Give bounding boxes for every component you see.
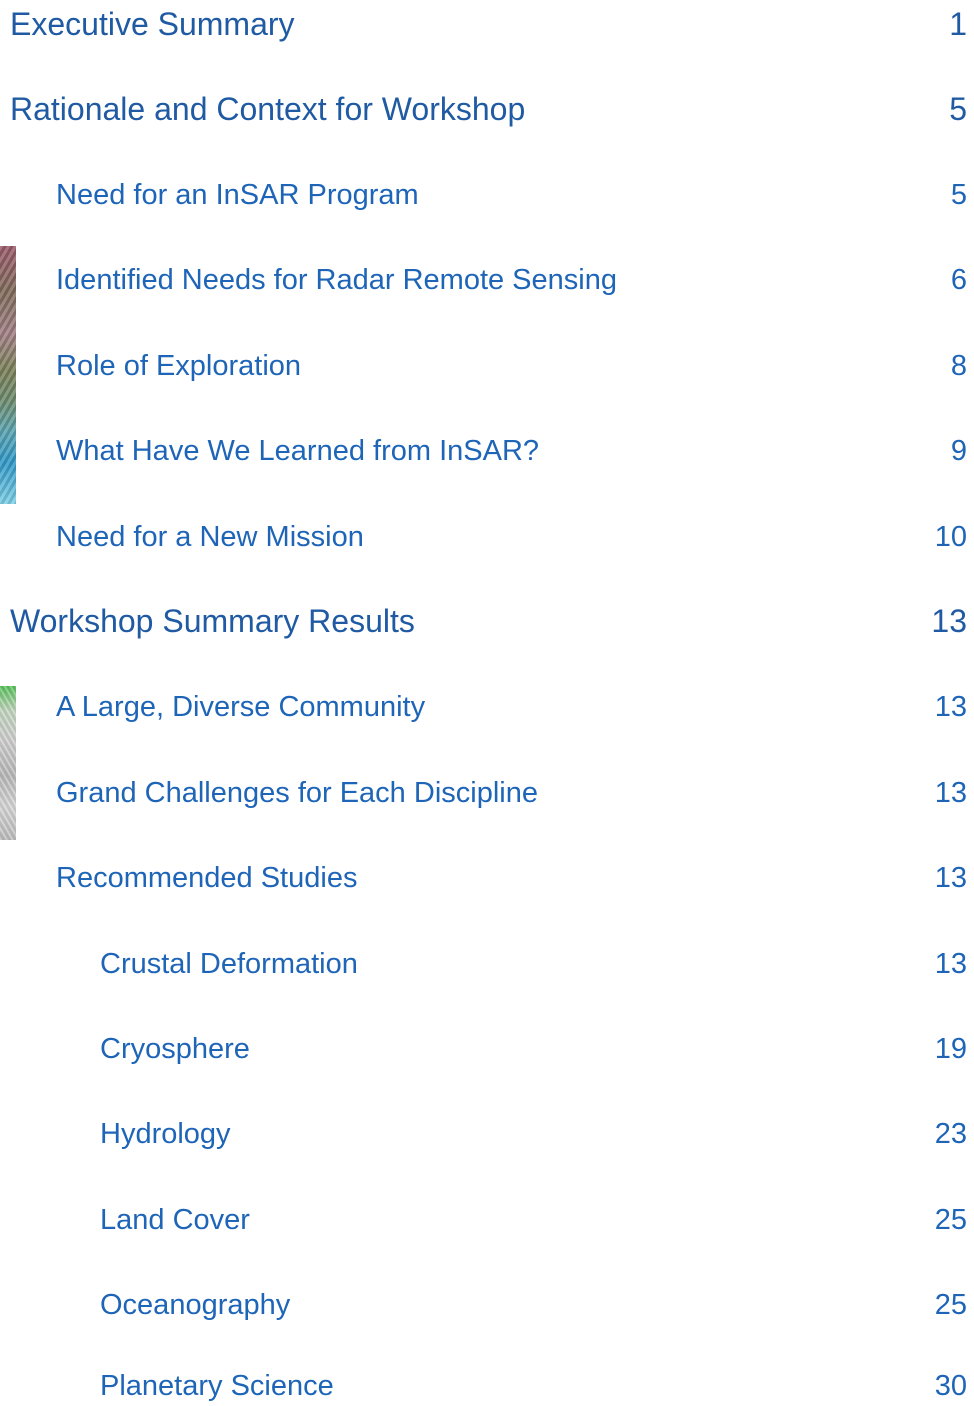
toc-entry-title: Rationale and Context for Workshop: [10, 90, 526, 127]
toc-entry-workshop-summary-results[interactable]: [0, 597, 974, 645]
toc-entry-role-of-exploration[interactable]: [0, 342, 974, 390]
toc-entry-title: Oceanography: [100, 1288, 291, 1321]
toc-entry-page: 23: [934, 1117, 967, 1150]
toc-entry-executive-summary[interactable]: [0, 0, 974, 48]
toc-entry-planetary-science[interactable]: [0, 1366, 974, 1406]
toc-entry-page: 25: [934, 1203, 967, 1236]
toc-entry-title: Cryosphere: [100, 1032, 250, 1065]
toc-entry-title: Identified Needs for Radar Remote Sensing: [56, 263, 617, 296]
toc-entry-need-new-mission[interactable]: [0, 513, 974, 561]
toc-entry-page: 13: [931, 602, 967, 639]
toc-entry-title: Recommended Studies: [56, 861, 358, 894]
toc-entry-identified-needs[interactable]: [0, 256, 974, 304]
toc-entry-page: 19: [934, 1032, 967, 1065]
toc-entry-title: A Large, Diverse Community: [56, 690, 426, 723]
toc-entry-page: 5: [950, 178, 967, 211]
toc-entry-hydrology[interactable]: [0, 1110, 974, 1158]
toc-entry-page: 9: [950, 434, 967, 467]
toc-entry-oceanography[interactable]: [0, 1281, 974, 1329]
toc-entry-rationale-and-context[interactable]: [0, 85, 974, 133]
toc-entry-large-diverse-community[interactable]: [0, 683, 974, 731]
toc-entry-land-cover[interactable]: [0, 1196, 974, 1244]
toc-entry-page: 25: [934, 1288, 967, 1321]
toc-entry-page: 13: [934, 690, 967, 723]
toc-entry-page: 10: [934, 520, 967, 553]
toc-entry-title: Hydrology: [100, 1117, 231, 1150]
toc-entry-title: Role of Exploration: [56, 349, 302, 382]
toc-entry-title: Workshop Summary Results: [10, 602, 415, 639]
toc-entry-title: What Have We Learned from InSAR?: [56, 434, 540, 467]
toc-entry-title: Crustal Deformation: [100, 947, 358, 980]
toc-entry-title: Grand Challenges for Each Discipline: [56, 776, 538, 809]
toc-entry-what-have-we-learned[interactable]: [0, 427, 974, 475]
toc-entry-page: 13: [934, 947, 967, 980]
toc-entry-recommended-studies[interactable]: [0, 854, 974, 902]
toc-entry-page: 6: [950, 263, 967, 296]
toc-entry-page: 30: [934, 1369, 967, 1402]
toc-entry-cryosphere[interactable]: [0, 1025, 974, 1073]
toc-entry-title: Need for a New Mission: [56, 520, 364, 553]
toc-entry-title: Executive Summary: [10, 5, 295, 42]
toc-entry-title: Planetary Science: [100, 1369, 334, 1402]
toc-entry-page: 1: [949, 5, 967, 42]
toc-entry-page: 8: [950, 349, 967, 382]
toc-entry-title: Land Cover: [100, 1203, 250, 1236]
toc-entry-crustal-deformation[interactable]: [0, 940, 974, 988]
toc-entry-need-insar-program[interactable]: [0, 171, 974, 219]
toc-entry-page: 13: [934, 776, 967, 809]
toc-entry-grand-challenges[interactable]: [0, 769, 974, 817]
toc-entry-page: 5: [949, 90, 967, 127]
toc-entry-page: 13: [934, 861, 967, 894]
toc-entry-title: Need for an InSAR Program: [56, 178, 419, 211]
